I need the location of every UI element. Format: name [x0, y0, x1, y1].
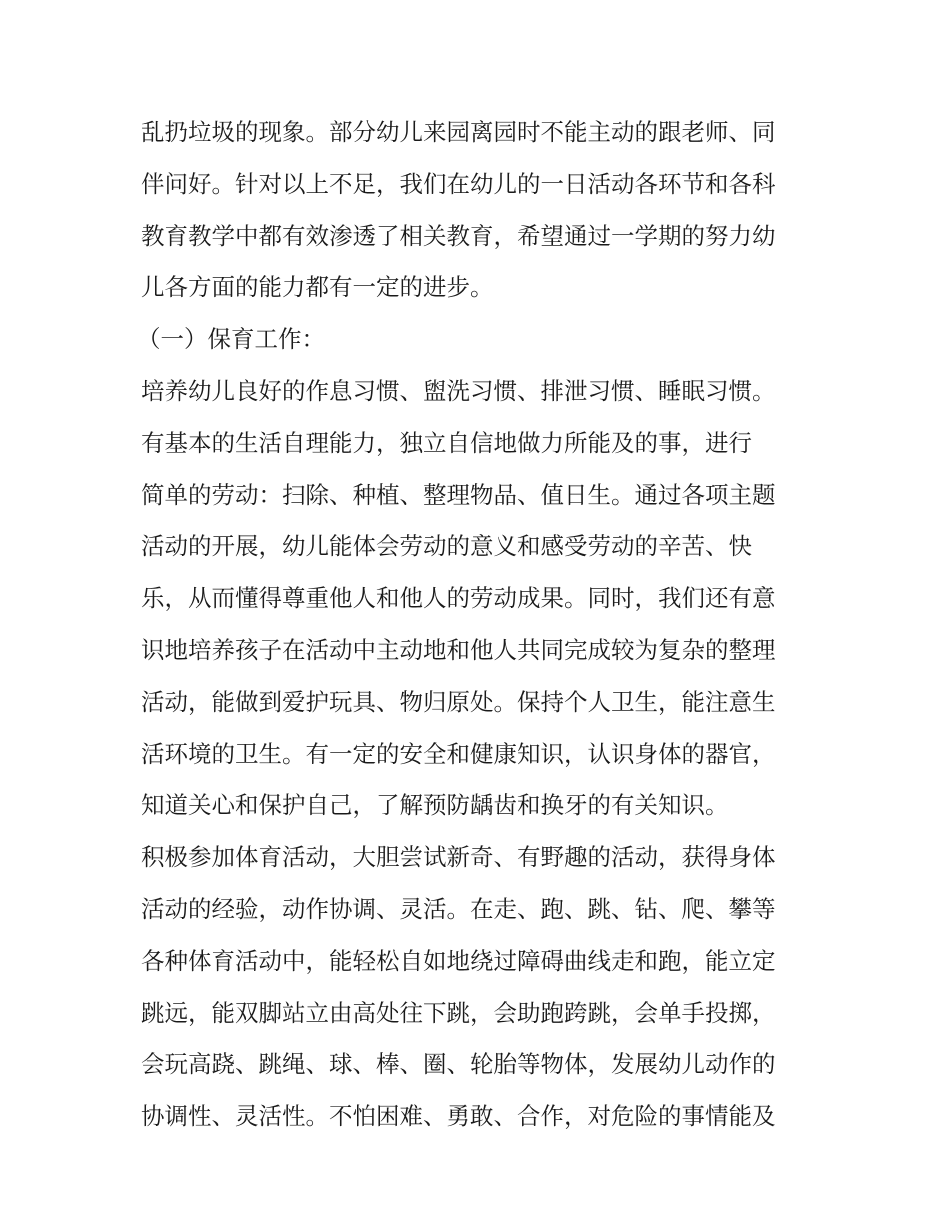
text-line: 识地培养孩子在活动中主动地和他人共同完成较为复杂的整理: [141, 635, 776, 664]
text-line: 会玩高跷、跳绳、球、棒、圈、轮胎等物体，发展幼儿动作的: [141, 1050, 776, 1079]
text-line: 活动的经验，动作协调、灵活。在走、跑、跳、钻、爬、攀等: [141, 894, 776, 923]
text-line: 积极参加体育活动，大胆尝试新奇、有野趣的活动，获得身体: [141, 843, 776, 872]
text-line: 儿各方面的能力都有一定的进步。: [141, 273, 494, 302]
text-line: 乐，从而懂得尊重他人和他人的劳动成果。同时，我们还有意: [141, 584, 776, 613]
text-line: 教育教学中都有效渗透了相关教育，希望通过一学期的努力幼: [141, 221, 776, 250]
text-line: 活动，能做到爱护玩具、物归原处。保持个人卫生，能注意生: [141, 687, 776, 716]
body-text: [137, 107, 821, 1143]
text-line: 伴问好。针对以上不足，我们在幼儿的一日活动各环节和各科: [141, 169, 776, 198]
text-line: 乱扔垃圾的现象。部分幼儿来园离园时不能主动的跟老师、同: [141, 118, 776, 146]
text-line: 协调性、灵活性。不怕困难、勇敢、合作，对危险的事情能及: [141, 1102, 776, 1131]
text-line: 有基本的生活自理能力，独立自信地做力所能及的事，进行: [141, 428, 752, 457]
text-line: 活动的开展，幼儿能体会劳动的意义和感受劳动的辛苦、快: [141, 532, 752, 561]
text-line: 各种体育活动中，能轻松自如地绕过障碍曲线走和跑，能立定: [141, 946, 776, 975]
text-line: 培养幼儿良好的作息习惯、盥洗习惯、排泄习惯、睡眠习惯。: [141, 376, 776, 405]
text-line: 活环境的卫生。有一定的安全和健康知识，认识身体的器官，: [141, 739, 776, 768]
text-line: 知道关心和保护自己，了解预防龋齿和换牙的有关知识。: [141, 791, 729, 820]
text-line: 跳远，能双脚站立由高处往下跳，会助跑跨跳，会单手投掷，: [141, 998, 776, 1027]
section-heading: （一）保育工作：: [137, 325, 325, 354]
text-line: 简单的劳动：扫除、种植、整理物品、值日生。通过各项主题: [141, 480, 776, 509]
